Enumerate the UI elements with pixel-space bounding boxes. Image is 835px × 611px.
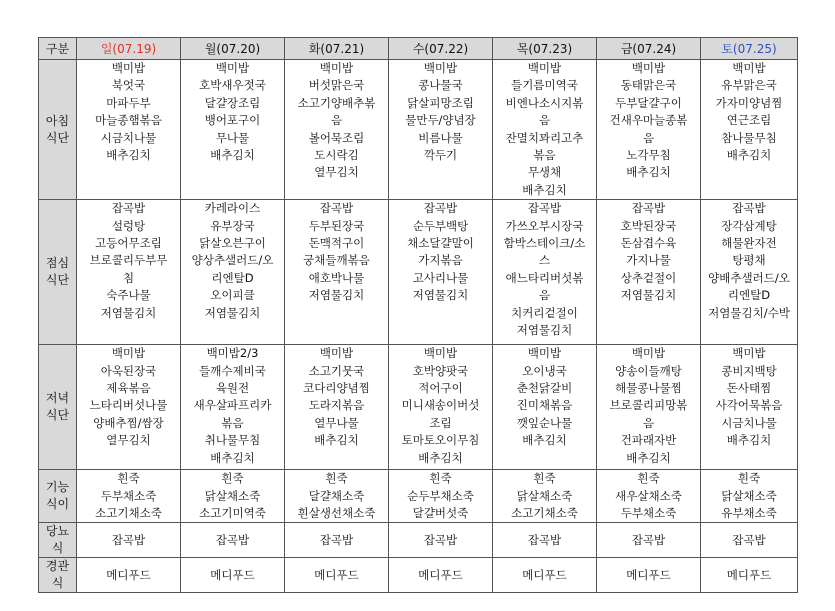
row-label-line: 식 [51,576,64,591]
menu-item: 양배추샐러드/오 [708,270,790,285]
meal-cell-lunch-day5 [597,200,701,345]
meal-cell-dinner-day5 [597,345,701,470]
menu-item: 조림 [429,415,452,430]
menu-item: 음 [538,288,551,303]
menu-item: 리엔탈D [727,288,771,303]
meal-cell-functional-day2 [285,470,389,523]
menu-item: 잡곡밥 [527,201,562,216]
menu-item: 아욱된장국 [100,363,157,378]
menu-item: 깍두기 [423,148,458,163]
row-functional [39,470,798,523]
menu-item: 열무김치 [314,165,359,180]
menu-item: 장각삼계탕 [721,218,777,233]
menu-item: 적어구이 [418,381,463,396]
menu-item: 흰죽 [737,471,761,486]
menu-item: 저염물김치/수박 [708,305,790,320]
menu-item: 저염물김치 [204,305,261,320]
menu-item: 배추김치 [522,433,567,448]
meal-cell-tube-day6 [701,558,798,593]
day-header-wed: 수(07.22) [389,38,493,60]
menu-item: 백미밥 [111,61,146,75]
row-label-line: 저녁 [45,391,70,406]
meal-cell-dinner-day0 [77,345,181,470]
menu-item: 배추김치 [210,450,255,465]
menu-item: 함박스테이크/소 [503,236,586,251]
menu-item: 열무김치 [106,433,151,448]
menu-item: 배추김치 [626,165,671,180]
meal-cell-lunch-day1 [181,200,285,345]
menu-item: 북엇국 [111,78,146,93]
meal-cell-lunch-day2 [285,200,389,345]
meal-cell-lunch-day3 [389,200,493,345]
meal-cell-breakfast-day2 [285,60,389,200]
menu-item: 새우살파프리카 [193,398,272,413]
menu-item: 애호박나물 [308,270,365,285]
menu-item: 토마토오이무침 [401,433,480,448]
menu-item: 음 [642,415,655,430]
menu-item: 백미밥 [732,61,766,75]
menu-item: 오이피클 [210,288,255,303]
menu-item: 메디푸드 [522,567,567,582]
menu-item: 볶음 [533,148,556,163]
meal-cell-breakfast-day1 [181,60,285,200]
menu-item: 치커리겉절이 [511,305,578,320]
menu-item: 호박새우젓국 [199,78,266,93]
menu-item: 달걀장조림 [204,95,261,110]
menu-item: 달걀버섯죽 [412,506,469,521]
menu-item: 제육볶음 [106,381,151,396]
menu-item: 메디푸드 [626,567,671,582]
menu-item: 가지볶음 [418,253,463,268]
menu-item: 양배추찜/쌈장 [93,415,164,430]
row-label-line: 점심 [45,256,70,271]
menu-item: 리엔탈D [211,270,254,285]
menu-item: 애느타리버섯볶 [505,270,584,285]
menu-item: 백미밥 [527,346,562,361]
menu-item: 순두부채소죽 [407,488,474,503]
menu-item: 흰살생선채소죽 [297,506,376,521]
menu-item: 오이냉국 [522,363,567,378]
menu-item: 해물완자전 [721,236,777,251]
menu-item: 배추김치 [418,450,463,465]
day-header-sun: 일(07.19) [77,38,181,60]
menu-item: 도시락김 [314,148,359,163]
menu-item: 흰죽 [533,471,556,486]
menu-item: 상추겉절이 [620,270,677,285]
row-label-line: 당뇨 [45,524,70,539]
meal-cell-breakfast-day4 [493,60,597,200]
menu-item: 배추김치 [314,433,359,448]
menu-item: 잡곡밥 [319,532,354,547]
row-label-diabetic [39,523,77,558]
menu-item: 메디푸드 [726,567,772,582]
menu-item: 소고기뭇국 [308,363,365,378]
menu-item: 저염물김치 [100,305,157,320]
menu-item: 백미밥 [423,61,458,75]
menu-item: 마늘종햄볶음 [95,113,162,128]
menu-item: 돈사태찜 [726,381,772,396]
menu-item: 저염물김치 [620,288,677,303]
menu-item: 볼어묵조림 [308,130,365,145]
day-header-mon: 월(07.20) [181,38,285,60]
menu-item: 잡곡밥 [732,532,766,547]
menu-item: 볶음 [221,415,244,430]
menu-item: 육원전 [215,381,250,396]
meal-cell-functional-day4 [493,470,597,523]
category-header: 구분 [39,38,77,60]
menu-item: 두부채소죽 [100,488,157,503]
row-label-functional [39,470,77,523]
menu-item: 백미밥2/3 [206,346,259,361]
meal-cell-diabetic-day0 [77,523,181,558]
menu-item: 비름나물 [418,130,463,145]
meal-rows [39,60,798,593]
row-label-line: 경관 [45,559,70,574]
menu-item: 궁채들깨볶음 [303,253,370,268]
menu-item: 호박양팟국 [412,363,469,378]
menu-item: 고등어무조림 [95,236,162,251]
menu-item: 닭살오븐구이 [199,236,266,251]
meal-cell-tube-day1 [181,558,285,593]
day-header-sat: 토(07.25) [701,38,798,60]
menu-item: 춘천닭갈비 [516,381,573,396]
row-label-dinner [39,345,77,470]
menu-item: 느타리버섯나물 [89,398,168,413]
menu-item: 참나물무침 [721,130,777,145]
menu-item: 브로콜리두부무 [89,253,168,268]
menu-item: 닭살채소죽 [516,488,573,503]
row-dinner [39,345,798,470]
menu-item: 진미채볶음 [516,398,573,413]
menu-item: 마파두부 [106,95,151,110]
weekly-meal-table [38,37,798,593]
meal-cell-diabetic-day3 [389,523,493,558]
menu-item: 소고기채소죽 [95,506,162,521]
meal-cell-dinner-day6 [701,345,798,470]
menu-item: 잡곡밥 [631,532,666,547]
menu-item: 호박된장국 [620,218,677,233]
day-header-tue: 화(07.21) [285,38,389,60]
menu-item: 백미밥 [111,346,146,361]
menu-item: 들깨수제비국 [199,363,266,378]
meal-cell-tube-day3 [389,558,493,593]
header-row [39,38,798,60]
menu-item: 소고기채소죽 [511,506,578,521]
menu-item: 메디푸드 [314,567,359,582]
menu-item: 건파래자반 [620,433,677,448]
menu-item: 소고기양배추볶 [297,95,376,110]
menu-item: 건새우마늘종볶 [609,113,688,128]
meal-cell-diabetic-day5 [597,523,701,558]
menu-item: 카레라이스 [204,201,261,216]
meal-cell-lunch-day0 [77,200,181,345]
menu-item: 잡곡밥 [732,201,766,216]
menu-item: 미니새송이버섯 [401,398,480,413]
menu-item: 유부채소죽 [721,506,777,521]
menu-item: 코다리양념찜 [303,381,370,396]
menu-item: 순두부백탕 [412,218,469,233]
menu-item: 백미밥 [423,346,458,361]
row-label-breakfast [39,60,77,200]
menu-item: 백미밥 [631,346,666,361]
menu-item: 들기름미역국 [511,78,578,93]
menu-item: 배추김치 [626,450,671,465]
menu-item: 메디푸드 [418,567,463,582]
row-label-line: 식 [51,541,64,556]
menu-item: 물만두/양념장 [405,113,476,128]
meal-cell-diabetic-day2 [285,523,389,558]
row-label-line: 아침 [45,113,70,128]
meal-cell-breakfast-day5 [597,60,701,200]
row-diabetic [39,523,798,558]
menu-item: 깻잎순나물 [516,415,573,430]
menu-item: 닭살채소죽 [204,488,261,503]
meal-cell-dinner-day3 [389,345,493,470]
meal-cell-functional-day3 [389,470,493,523]
menu-item: 취나물무침 [204,433,261,448]
menu-item: 새우살채소죽 [615,488,682,503]
menu-item: 소고기미역죽 [199,506,266,521]
menu-item: 침 [122,270,135,285]
day-header-thu: 목(07.23) [493,38,597,60]
menu-item: 저염물김치 [412,288,469,303]
menu-item: 두부채소죽 [620,506,677,521]
row-label-line: 식이 [45,497,70,512]
meal-cell-tube-day0 [77,558,181,593]
menu-item: 흰죽 [325,471,348,486]
meal-cell-breakfast-day3 [389,60,493,200]
menu-item: 잡곡밥 [423,201,458,216]
menu-item: 가자미양념찜 [715,95,783,110]
menu-item: 가지나물 [626,253,671,268]
menu-item: 동태맑은국 [620,78,677,93]
menu-item: 저염물김치 [516,323,573,338]
menu-item: 무생채 [527,165,562,180]
meal-cell-diabetic-day4 [493,523,597,558]
menu-item: 배추김치 [726,433,772,448]
menu-item: 숙주나물 [106,288,151,303]
menu-item: 양송이들깨탕 [615,363,682,378]
menu-item: 시금치나물 [100,130,157,145]
menu-item: 흰죽 [221,471,244,486]
row-label-line: 식단 [45,408,70,423]
meal-cell-functional-day0 [77,470,181,523]
menu-item: 잡곡밥 [527,532,562,547]
row-label-line: 기능 [45,480,70,495]
menu-item: 백미밥 [215,61,250,75]
menu-item: 유부장국 [210,218,255,233]
menu-item: 채소달걀말이 [407,236,474,251]
menu-item: 잡곡밥 [423,532,458,547]
menu-item: 탕평채 [732,253,766,268]
row-lunch [39,200,798,345]
meal-cell-breakfast-day6 [701,60,798,200]
row-label-line: 식단 [45,273,70,288]
menu-item: 노각무침 [626,148,671,163]
menu-item: 백미밥 [732,346,766,361]
row-tube [39,558,798,593]
meal-cell-dinner-day1 [181,345,285,470]
menu-item: 백미밥 [319,346,354,361]
menu-item: 고사리나물 [412,270,469,285]
menu-item: 가쓰오부시장국 [505,218,584,233]
menu-item: 무나물 [215,130,250,145]
menu-item: 음 [538,113,551,128]
day-header-fri: 금(07.24) [597,38,701,60]
menu-item: 달걀채소죽 [308,488,365,503]
menu-item: 콩나물국 [418,78,463,93]
meal-cell-functional-day5 [597,470,701,523]
row-label-line: 식단 [45,130,70,145]
meal-cell-dinner-day4 [493,345,597,470]
menu-item: 사각어묵볶음 [715,398,783,413]
menu-item: 음 [642,130,655,145]
menu-item: 두부달걀구이 [615,95,682,110]
menu-item: 백미밥 [527,61,562,75]
menu-item: 잔멸치꽈리고추 [505,130,584,145]
menu-item: 흰죽 [637,471,660,486]
meal-cell-functional-day1 [181,470,285,523]
menu-item: 양상추샐러드/오 [191,253,274,268]
meal-cell-tube-day4 [493,558,597,593]
meal-cell-tube-day2 [285,558,389,593]
menu-item: 백미밥 [631,61,666,75]
menu-item: 스 [538,253,551,268]
meal-cell-diabetic-day1 [181,523,285,558]
menu-item: 시금치나물 [721,415,777,430]
meal-cell-lunch-day6 [701,200,798,345]
menu-item: 배추김치 [210,148,255,163]
row-label-tube [39,558,77,593]
menu-item: 잡곡밥 [111,201,146,216]
menu-item: 두부된장국 [308,218,365,233]
menu-item: 배추김치 [522,182,567,197]
meal-cell-lunch-day4 [493,200,597,345]
menu-item: 돈맥적구이 [308,236,365,251]
menu-item: 닭살피망조림 [407,95,474,110]
meal-cell-breakfast-day0 [77,60,181,200]
menu-item: 도라지볶음 [308,398,365,413]
menu-item: 뱅어포구이 [204,113,261,128]
menu-item: 유부맑은국 [721,78,777,93]
menu-item: 백미밥 [319,61,354,75]
menu-item: 브로콜리피망볶 [609,398,688,413]
menu-item: 비엔나소시지볶 [505,95,584,110]
menu-item: 흰죽 [117,471,140,486]
menu-item: 잡곡밥 [319,201,354,216]
menu-item: 잡곡밥 [215,532,250,547]
menu-item: 배추김치 [726,148,772,163]
menu-item: 잡곡밥 [111,532,146,547]
menu-item: 연근조림 [726,113,772,128]
menu-item: 돈삼겹수육 [620,236,677,251]
menu-item: 저염물김치 [308,288,365,303]
menu-item: 열무나물 [314,415,359,430]
row-breakfast [39,60,798,200]
menu-item: 해물콩나물찜 [615,381,682,396]
menu-item: 음 [330,113,343,128]
menu-item: 버섯맑은국 [308,78,365,93]
menu-item: 흰죽 [429,471,452,486]
menu-item: 메디푸드 [106,567,151,582]
menu-item: 콩비지백탕 [721,363,777,378]
meal-cell-diabetic-day6 [701,523,798,558]
meal-cell-tube-day5 [597,558,701,593]
row-label-lunch [39,200,77,345]
meal-cell-dinner-day2 [285,345,389,470]
menu-item: 배추김치 [106,148,151,163]
menu-item: 설렁탕 [111,218,146,233]
menu-item: 잡곡밥 [631,201,666,216]
meal-cell-functional-day6 [701,470,798,523]
menu-item: 닭살채소죽 [721,488,777,503]
menu-item: 메디푸드 [210,567,255,582]
